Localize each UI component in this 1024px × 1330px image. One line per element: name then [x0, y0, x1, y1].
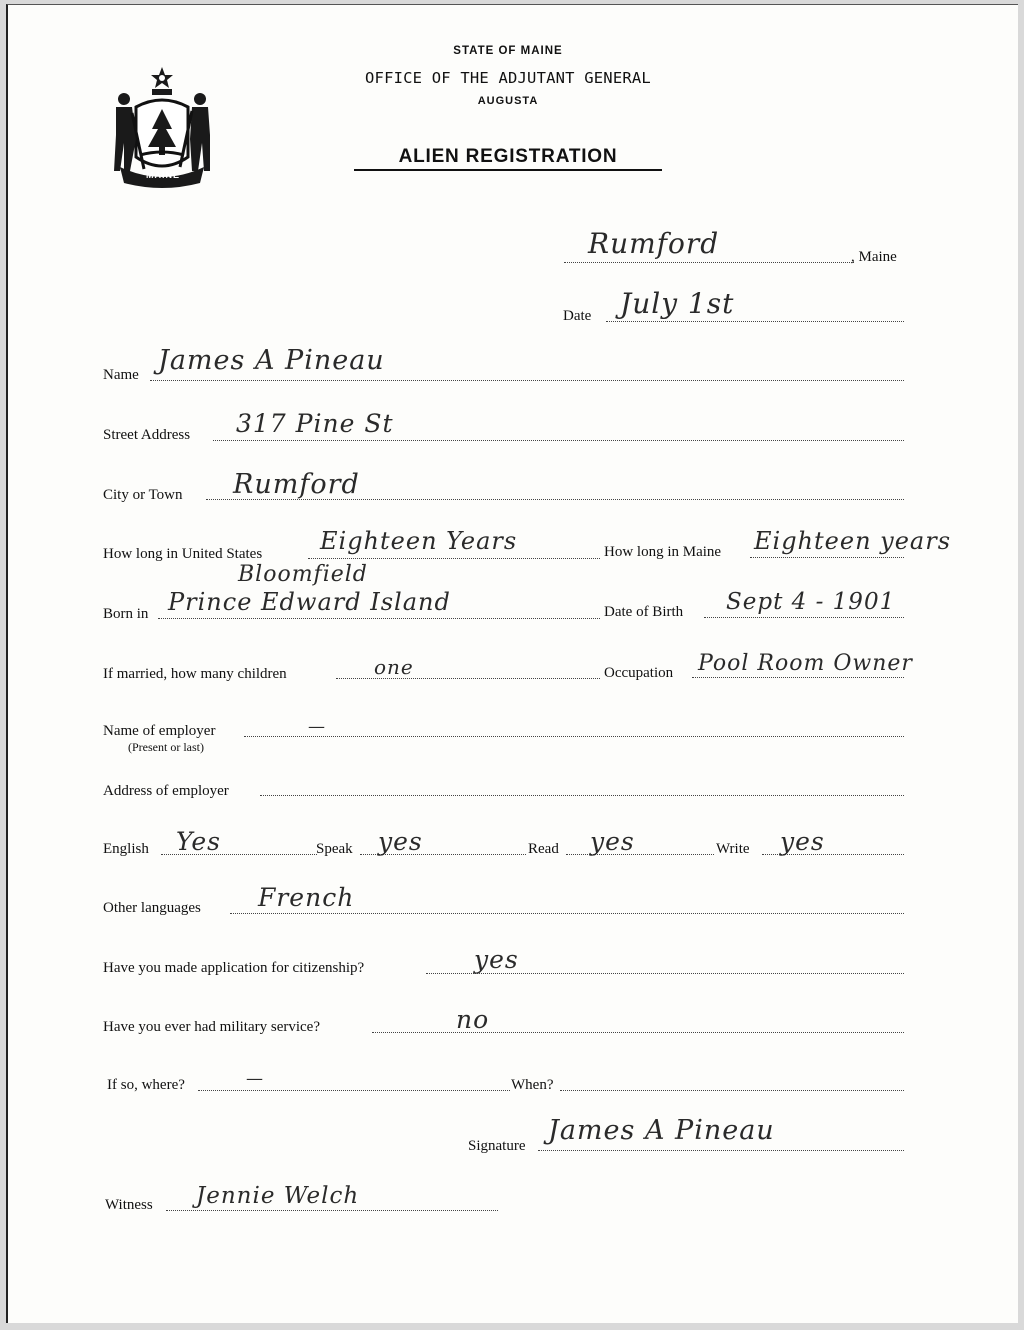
write-value: yes — [780, 827, 825, 856]
us-years-label: How long in United States — [103, 546, 263, 562]
english-value: Yes — [176, 827, 221, 856]
occupation-line — [692, 677, 904, 678]
state-heading: STATE OF MAINE — [453, 45, 563, 57]
us-years-line — [308, 558, 600, 559]
signature-value: James A Pineau — [548, 1115, 775, 1146]
when-line — [560, 1090, 904, 1091]
witness-value: Jennie Welch — [196, 1183, 360, 1209]
where-line — [198, 1090, 510, 1091]
office-heading: OFFICE OF THE ADJUTANT GENERAL — [365, 69, 651, 87]
dob-line — [704, 617, 904, 618]
read-line — [566, 854, 714, 855]
location-suffix: , Maine — [851, 249, 897, 265]
employer-line — [244, 736, 904, 737]
born-label: Born in — [103, 606, 149, 622]
born-line — [158, 618, 600, 619]
date-line — [606, 321, 904, 322]
name-label: Name — [103, 367, 139, 383]
military-label: Have you ever had military service? — [103, 1019, 320, 1035]
dob-label: Date of Birth — [604, 604, 684, 620]
alien-registration-form — [6, 4, 1018, 1323]
maine-years-label: How long in Maine — [604, 544, 722, 560]
occupation-value: Pool Room Owner — [698, 651, 913, 676]
other-languages-line — [230, 913, 904, 914]
speak-value: yes — [378, 827, 423, 856]
other-languages-label: Other languages — [103, 900, 201, 916]
maine-years-line — [750, 557, 904, 558]
other-languages-value: French — [258, 883, 355, 912]
speak-label: Speak — [316, 841, 353, 857]
seal-ribbon-text: MAINE — [146, 170, 180, 180]
name-value: James A Pineau — [158, 345, 385, 376]
read-value: yes — [590, 827, 635, 856]
born-extra-value: Bloomfield — [238, 562, 368, 587]
street-line — [213, 440, 904, 441]
where-label: If so, where? — [107, 1077, 185, 1093]
children-label: If married, how many children — [103, 666, 287, 682]
form-title: ALIEN REGISTRATION — [354, 146, 662, 171]
born-value: Prince Edward Island — [168, 588, 451, 616]
employer-value: — — [308, 717, 326, 737]
employer-address-label: Address of employer — [103, 783, 229, 799]
city-label: City or Town — [103, 487, 183, 503]
employer-label: Name of employer — [103, 723, 216, 739]
location-line — [564, 262, 854, 263]
read-label: Read — [528, 841, 559, 857]
maine-years-value: Eighteen years — [754, 527, 952, 555]
where-value: — — [246, 1069, 264, 1089]
signature-line — [538, 1150, 904, 1151]
employer-sublabel: (Present or last) — [128, 740, 204, 754]
street-value: 317 Pine St — [236, 409, 394, 438]
date-value: July 1st — [620, 287, 735, 320]
witness-line — [166, 1210, 498, 1211]
signature-label: Signature — [468, 1138, 526, 1154]
citizenship-value: yes — [474, 945, 519, 974]
dob-value: Sept 4 - 1901 — [726, 589, 896, 615]
when-label: When? — [511, 1077, 554, 1093]
military-value: no — [456, 1005, 490, 1034]
name-line — [150, 380, 904, 381]
witness-label: Witness — [105, 1197, 153, 1213]
us-years-value: Eighteen Years — [320, 527, 518, 555]
citizenship-label: Have you made application for citizenship? — [103, 960, 365, 976]
write-label: Write — [716, 841, 750, 857]
street-label: Street Address — [103, 427, 191, 443]
children-value: one — [374, 655, 414, 679]
date-label: Date — [563, 308, 592, 324]
military-line — [372, 1032, 904, 1033]
city-heading: AUGUSTA — [477, 95, 539, 107]
location-value: Rumford — [588, 227, 720, 260]
city-value: Rumford — [233, 469, 360, 500]
occupation-label: Occupation — [604, 665, 674, 681]
english-label: English — [103, 841, 149, 857]
employer-address-line — [260, 795, 904, 796]
